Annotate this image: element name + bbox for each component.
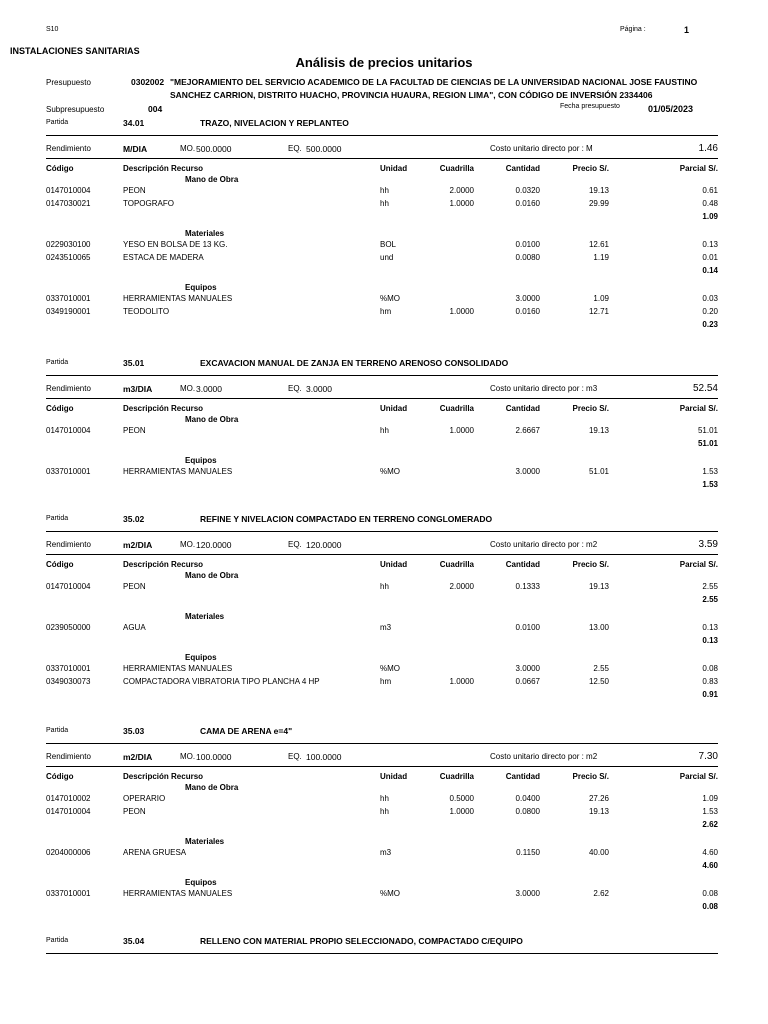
costo-value: 3.59 — [698, 539, 718, 550]
partida-name: EXCAVACION MANUAL DE ZANJA EN TERRENO ARENOSO CONSOLIDADO — [200, 358, 509, 368]
rendimiento-divider — [46, 766, 718, 767]
mo-label: MO. — [180, 144, 196, 153]
row-desc: TEODOLITO — [123, 307, 170, 316]
fecha-label: Fecha presupuesto — [560, 103, 620, 110]
row-parcial: 0.13 — [702, 240, 718, 249]
row-desc: HERRAMIENTAS MANUALES — [123, 467, 233, 476]
row-parcial: 0.08 — [702, 664, 718, 673]
row-code: 0147010004 — [46, 807, 91, 816]
partida-divider — [46, 375, 718, 376]
mo-value: 100.0000 — [196, 752, 232, 762]
rendimiento-divider — [46, 554, 718, 555]
row-cantidad: 0.1333 — [515, 582, 540, 591]
partida-label: Partida — [46, 119, 69, 126]
row-cantidad: 0.0320 — [515, 186, 540, 195]
row-code: 0147010004 — [46, 186, 91, 195]
col-precio-header: Precio S/. — [572, 164, 609, 173]
row-unit: hh — [380, 426, 389, 435]
eq-value: 500.0000 — [306, 144, 342, 154]
group-title: Mano de Obra — [185, 415, 239, 424]
partida-code: 35.04 — [123, 936, 145, 946]
row-unit: hm — [380, 677, 392, 686]
rendimiento-unit: m2/DIA — [123, 540, 153, 550]
group-subtotal: 0.14 — [702, 266, 718, 275]
row-desc: COMPACTADORA VIBRATORIA TIPO PLANCHA 4 HP — [123, 677, 320, 686]
col-unidad-header: Unidad — [380, 404, 408, 413]
row-parcial: 51.01 — [697, 426, 718, 435]
group-subtotal: 1.53 — [702, 480, 718, 489]
col-parcial-header: Parcial S/. — [679, 164, 718, 173]
rendimiento-label: Rendimiento — [46, 752, 91, 761]
partida-name: REFINE Y NIVELACION COMPACTADO EN TERRENO CONGLOMERADO — [200, 514, 493, 524]
row-unit: BOL — [380, 240, 397, 249]
subpresupuesto-code: 004 — [148, 104, 163, 114]
row-precio: 19.13 — [588, 186, 609, 195]
row-unit: hh — [380, 807, 389, 816]
costo-label: Costo unitario directo por : m2 — [490, 752, 598, 761]
row-cantidad: 0.0800 — [515, 807, 540, 816]
partida-code: 34.01 — [123, 118, 145, 128]
col-desc-header: Descripción Recurso — [123, 404, 204, 413]
row-precio: 19.13 — [588, 582, 609, 591]
group-subtotal: 0.13 — [702, 636, 718, 645]
row-code: 0147010002 — [46, 794, 91, 803]
col-desc-header: Descripción Recurso — [123, 560, 204, 569]
col-codigo-header: Código — [46, 560, 74, 569]
row-desc: YESO EN BOLSA DE 13 KG. — [123, 240, 228, 249]
row-desc: HERRAMIENTAS MANUALES — [123, 664, 233, 673]
row-unit: %MO — [380, 889, 400, 898]
row-cuadrilla: 1.0000 — [449, 807, 474, 816]
row-cuadrilla: 1.0000 — [449, 199, 474, 208]
col-codigo-header: Código — [46, 772, 74, 781]
eq-label: EQ. — [288, 144, 302, 153]
mo-label: MO. — [180, 752, 196, 761]
col-cantidad-header: Cantidad — [505, 404, 540, 413]
col-precio-header: Precio S/. — [572, 772, 609, 781]
mo-value: 3.0000 — [196, 384, 222, 394]
group-subtotal: 51.01 — [697, 439, 718, 448]
row-precio: 40.00 — [588, 848, 609, 857]
partida-code: 35.03 — [123, 726, 145, 736]
group-title: Equipos — [185, 456, 217, 465]
col-cantidad-header: Cantidad — [505, 560, 540, 569]
row-parcial: 4.60 — [702, 848, 718, 857]
rendimiento-label: Rendimiento — [46, 540, 91, 549]
col-cuadrilla-header: Cuadrilla — [439, 404, 474, 413]
row-precio: 13.00 — [588, 623, 609, 632]
eq-value: 3.0000 — [306, 384, 332, 394]
row-desc: PEON — [123, 582, 146, 591]
group-title: Mano de Obra — [185, 571, 239, 580]
rendimiento-unit: m2/DIA — [123, 752, 153, 762]
section-title: INSTALACIONES SANITARIAS — [10, 46, 140, 56]
row-cantidad: 0.0100 — [515, 240, 540, 249]
row-desc: PEON — [123, 807, 146, 816]
row-parcial: 0.13 — [702, 623, 718, 632]
row-unit: %MO — [380, 467, 400, 476]
group-subtotal: 0.08 — [702, 902, 718, 911]
group-subtotal: 4.60 — [702, 861, 718, 870]
mo-label: MO. — [180, 540, 196, 549]
group-title: Mano de Obra — [185, 783, 239, 792]
subpresupuesto-label: Subpresupuesto — [46, 105, 105, 114]
partida-label: Partida — [46, 727, 69, 734]
col-parcial-header: Parcial S/. — [679, 560, 718, 569]
col-unidad-header: Unidad — [380, 164, 408, 173]
col-codigo-header: Código — [46, 164, 74, 173]
row-unit: hh — [380, 582, 389, 591]
page-number: 1 — [684, 25, 690, 35]
partida-divider — [46, 743, 718, 744]
group-title: Equipos — [185, 283, 217, 292]
row-code: 0147030021 — [46, 199, 91, 208]
partida-divider — [46, 953, 718, 954]
group-title: Mano de Obra — [185, 175, 239, 184]
row-precio: 2.62 — [593, 889, 609, 898]
row-precio: 27.26 — [588, 794, 609, 803]
row-unit: und — [380, 253, 394, 262]
presupuesto-line1: "MEJORAMIENTO DEL SERVICIO ACADEMICO DE LA FACULTAD DE CIENCIAS DE LA UNIVERSIDAD NACIONAL JOSE FAUSTINO — [170, 77, 698, 87]
row-code: 0337010001 — [46, 664, 91, 673]
row-cantidad: 0.1150 — [516, 848, 540, 857]
presupuesto-line2: SANCHEZ CARRION, DISTRITO HUACHO, PROVINCIA HUAURA, REGION LIMA", CON CÓDIGO DE INVERSIÓN 2334406 — [170, 90, 653, 100]
eq-label: EQ. — [288, 540, 302, 549]
col-parcial-header: Parcial S/. — [679, 772, 718, 781]
presupuesto-label: Presupuesto — [46, 78, 91, 87]
group-subtotal: 0.91 — [702, 690, 718, 699]
partida-divider — [46, 135, 718, 136]
row-precio: 29.99 — [588, 199, 609, 208]
row-cuadrilla: 0.5000 — [449, 794, 474, 803]
row-unit: %MO — [380, 294, 400, 303]
row-cantidad: 0.0100 — [515, 623, 540, 632]
col-precio-header: Precio S/. — [572, 560, 609, 569]
row-unit: hh — [380, 199, 389, 208]
row-desc: HERRAMIENTAS MANUALES — [123, 889, 233, 898]
row-code: 0239050000 — [46, 623, 91, 632]
group-title: Materiales — [185, 612, 225, 621]
row-cantidad: 2.6667 — [515, 426, 540, 435]
row-parcial: 2.55 — [702, 582, 718, 591]
rendimiento-label: Rendimiento — [46, 384, 91, 393]
row-desc: ARENA GRUESA — [123, 848, 187, 857]
row-parcial: 0.01 — [702, 253, 718, 262]
costo-label: Costo unitario directo por : M — [490, 144, 593, 153]
rendimiento-unit: m3/DIA — [123, 384, 153, 394]
costo-label: Costo unitario directo por : m2 — [490, 540, 598, 549]
costo-value: 52.54 — [692, 383, 718, 394]
row-cantidad: 0.0667 — [515, 677, 540, 686]
row-desc: PEON — [123, 186, 146, 195]
row-cuadrilla: 2.0000 — [449, 582, 474, 591]
group-title: Equipos — [185, 878, 217, 887]
group-subtotal: 2.62 — [702, 820, 718, 829]
partida-name: CAMA DE ARENA e=4" — [200, 726, 293, 736]
rendimiento-unit: M/DIA — [123, 144, 148, 154]
partida-label: Partida — [46, 359, 69, 366]
row-precio: 2.55 — [593, 664, 609, 673]
partida-code: 35.02 — [123, 514, 145, 524]
row-cantidad: 0.0400 — [515, 794, 540, 803]
partida-name: RELLENO CON MATERIAL PROPIO SELECCIONADO, COMPACTADO C/EQUIPO — [200, 936, 523, 946]
group-subtotal: 2.55 — [702, 595, 718, 604]
row-code: 0337010001 — [46, 467, 91, 476]
col-cuadrilla-header: Cuadrilla — [439, 772, 474, 781]
row-cantidad: 0.0160 — [515, 307, 540, 316]
col-parcial-header: Parcial S/. — [679, 404, 718, 413]
eq-value: 100.0000 — [306, 752, 342, 762]
fecha-value: 01/05/2023 — [648, 104, 694, 114]
row-parcial: 1.53 — [702, 467, 718, 476]
col-unidad-header: Unidad — [380, 772, 408, 781]
row-cantidad: 0.0160 — [515, 199, 540, 208]
row-code: 0147010004 — [46, 426, 91, 435]
row-precio: 12.71 — [588, 307, 609, 316]
row-code: 0349030073 — [46, 677, 91, 686]
row-precio: 12.50 — [588, 677, 609, 686]
row-unit: m3 — [380, 848, 392, 857]
mo-value: 120.0000 — [196, 540, 232, 550]
row-parcial: 0.83 — [702, 677, 718, 686]
partida-label: Partida — [46, 515, 69, 522]
row-desc: PEON — [123, 426, 146, 435]
presupuesto-code: 0302002 — [131, 77, 165, 87]
row-precio: 19.13 — [588, 426, 609, 435]
col-unidad-header: Unidad — [380, 560, 408, 569]
partida-label: Partida — [46, 937, 69, 944]
rendimiento-label: Rendimiento — [46, 144, 91, 153]
col-cantidad-header: Cantidad — [505, 772, 540, 781]
eq-label: EQ. — [288, 752, 302, 761]
mo-value: 500.0000 — [196, 144, 232, 154]
group-title: Materiales — [185, 229, 225, 238]
col-codigo-header: Código — [46, 404, 74, 413]
eq-label: EQ. — [288, 384, 302, 393]
row-parcial: 1.53 — [702, 807, 718, 816]
group-title: Equipos — [185, 653, 217, 662]
row-desc: TOPOGRAFO — [123, 199, 174, 208]
costo-value: 1.46 — [698, 143, 718, 154]
row-precio: 12.61 — [588, 240, 609, 249]
row-cuadrilla: 2.0000 — [449, 186, 474, 195]
row-parcial: 0.48 — [702, 199, 718, 208]
partida-name: TRAZO, NIVELACION Y REPLANTEO — [200, 118, 349, 128]
group-subtotal: 1.09 — [702, 212, 718, 221]
page-title: Análisis de precios unitarios — [295, 55, 473, 70]
row-parcial: 1.09 — [702, 794, 718, 803]
row-precio: 1.19 — [593, 253, 609, 262]
row-unit: %MO — [380, 664, 400, 673]
row-parcial: 0.03 — [702, 294, 718, 303]
col-desc-header: Descripción Recurso — [123, 772, 204, 781]
partida-code: 35.01 — [123, 358, 145, 368]
row-precio: 51.01 — [588, 467, 609, 476]
costo-value: 7.30 — [698, 751, 718, 762]
col-cantidad-header: Cantidad — [505, 164, 540, 173]
row-code: 0243510065 — [46, 253, 91, 262]
group-subtotal: 0.23 — [702, 320, 718, 329]
row-cuadrilla: 1.0000 — [449, 307, 474, 316]
row-cuadrilla: 1.0000 — [449, 426, 474, 435]
col-precio-header: Precio S/. — [572, 404, 609, 413]
row-cantidad: 0.0080 — [515, 253, 540, 262]
partida-divider — [46, 531, 718, 532]
row-cantidad: 3.0000 — [515, 889, 540, 898]
row-code: 0147010004 — [46, 582, 91, 591]
eq-value: 120.0000 — [306, 540, 342, 550]
row-desc: HERRAMIENTAS MANUALES — [123, 294, 233, 303]
row-parcial: 0.20 — [702, 307, 718, 316]
rendimiento-divider — [46, 398, 718, 399]
report-code: S10 — [46, 26, 59, 33]
row-code: 0337010001 — [46, 889, 91, 898]
col-desc-header: Descripción Recurso — [123, 164, 204, 173]
rendimiento-divider — [46, 158, 718, 159]
row-desc: ESTACA DE MADERA — [123, 253, 204, 262]
mo-label: MO. — [180, 384, 196, 393]
row-code: 0337010001 — [46, 294, 91, 303]
row-unit: hh — [380, 186, 389, 195]
row-unit: hh — [380, 794, 389, 803]
row-desc: AGUA — [123, 623, 146, 632]
row-cantidad: 3.0000 — [515, 467, 540, 476]
row-cantidad: 3.0000 — [515, 294, 540, 303]
col-cuadrilla-header: Cuadrilla — [439, 560, 474, 569]
row-precio: 1.09 — [593, 294, 609, 303]
row-cuadrilla: 1.0000 — [449, 677, 474, 686]
row-parcial: 0.08 — [702, 889, 718, 898]
page-label: Página : — [620, 26, 646, 33]
row-code: 0349190001 — [46, 307, 91, 316]
row-cantidad: 3.0000 — [515, 664, 540, 673]
row-parcial: 0.61 — [702, 186, 718, 195]
row-precio: 19.13 — [588, 807, 609, 816]
col-cuadrilla-header: Cuadrilla — [439, 164, 474, 173]
row-desc: OPERARIO — [123, 794, 166, 803]
row-code: 0204000006 — [46, 848, 91, 857]
row-unit: hm — [380, 307, 392, 316]
row-code: 0229030100 — [46, 240, 91, 249]
group-title: Materiales — [185, 837, 225, 846]
row-unit: m3 — [380, 623, 392, 632]
costo-label: Costo unitario directo por : m3 — [490, 384, 598, 393]
